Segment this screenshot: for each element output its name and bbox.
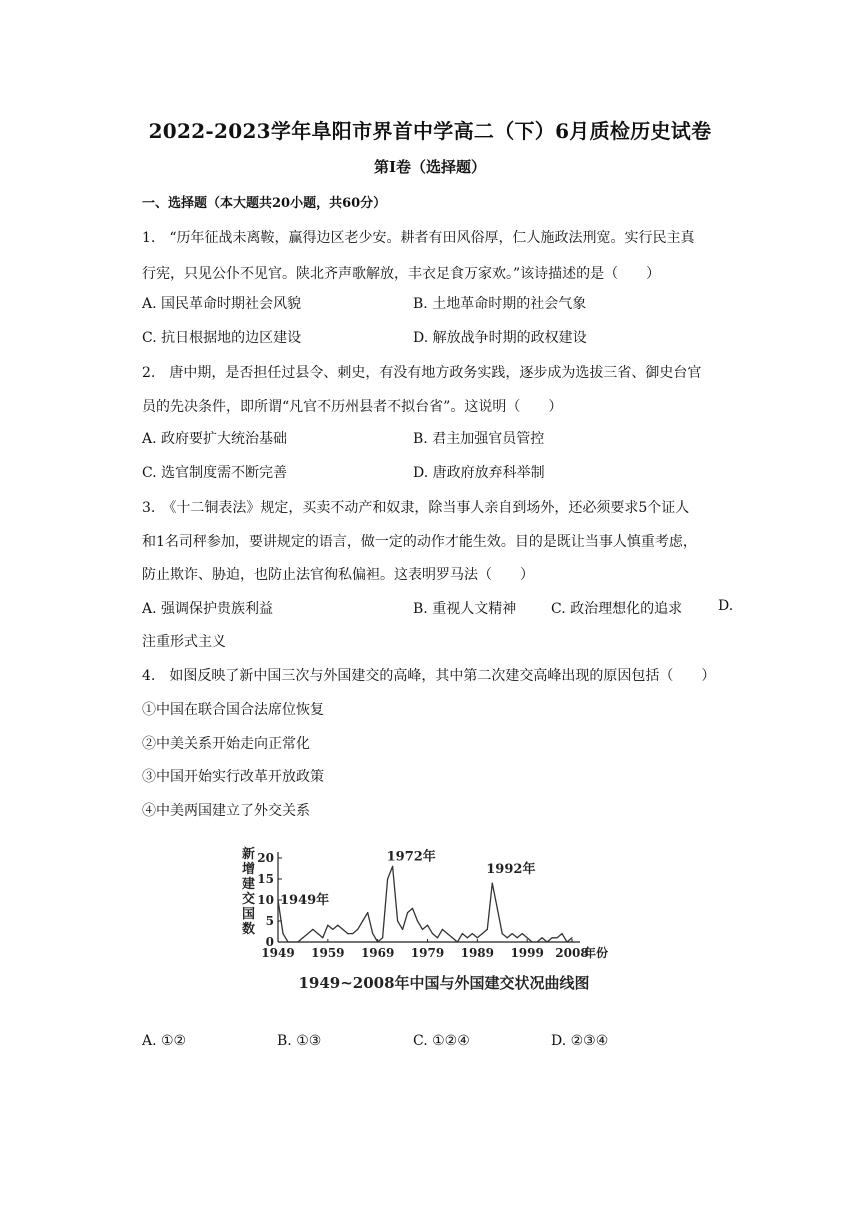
- question-4-item-1: ①中国在联合国合法席位恢复: [142, 702, 324, 718]
- question-4-item-4: ④中美两国建立了外交关系: [142, 803, 310, 819]
- x-tick-label: 2008: [555, 946, 589, 960]
- data-point: [477, 937, 478, 938]
- question-2-option-c[interactable]: C. 选官制度需不断完善: [142, 465, 288, 481]
- question-3-option-a[interactable]: A. 强调保护贵族利益: [142, 601, 274, 617]
- data-point: [412, 908, 413, 909]
- question-4-option-c[interactable]: C. ①②④: [413, 1033, 470, 1049]
- question-1-option-d[interactable]: D. 解放战争时期的政权建设: [413, 330, 587, 346]
- data-point: [532, 941, 533, 942]
- question-3-option-b[interactable]: B. 重视人文精神: [413, 601, 517, 617]
- data-point: [492, 883, 493, 884]
- data-point: [362, 920, 363, 921]
- data-point: [382, 937, 383, 938]
- question-2-option-a[interactable]: A. 政府要扩大统治基础: [142, 431, 288, 447]
- data-point: [407, 912, 408, 913]
- data-point: [367, 912, 368, 913]
- y-tick-label: 10: [257, 893, 274, 907]
- data-point: [517, 937, 518, 938]
- data-point: [537, 941, 538, 942]
- y-tick-label: 15: [257, 872, 274, 886]
- data-point: [452, 937, 453, 938]
- question-1-line-2: 行宪，只见公仆不见官。陕北齐声歌解放，丰衣足食万家欢。”该诗描述的是（ ）: [142, 266, 661, 282]
- x-axis-label: 年份: [584, 946, 609, 960]
- question-4-option-a[interactable]: A. ①②: [142, 1033, 187, 1049]
- data-point: [502, 933, 503, 934]
- data-point: [442, 929, 443, 930]
- data-point: [512, 933, 513, 934]
- question-3-line-3: 防止欺诈、胁迫，也防止法官徇私偏袒。这表明罗马法（ ）: [142, 567, 534, 583]
- y-tick-label: 0: [265, 935, 274, 949]
- question-4-item-2: ②中美关系开始走向正常化: [142, 736, 310, 752]
- data-point: [497, 908, 498, 909]
- y-axis-label-char: 交: [242, 892, 256, 907]
- data-point: [372, 933, 373, 934]
- x-tick-label: 1949: [261, 946, 295, 960]
- diplomacy-line-chart: [234, 840, 654, 1000]
- data-point: [566, 941, 567, 942]
- data-point: [462, 933, 463, 934]
- x-tick-label: 1989: [460, 946, 495, 960]
- data-point: [302, 937, 303, 938]
- question-4-item-3: ③中国开始实行改革开放政策: [142, 769, 324, 785]
- data-point: [392, 866, 393, 867]
- data-point: [327, 925, 328, 926]
- question-1-option-b[interactable]: B. 土地革命时期的社会气象: [413, 296, 587, 312]
- data-point: [472, 933, 473, 934]
- data-point: [352, 933, 353, 934]
- data-point: [342, 929, 343, 930]
- data-point: [432, 933, 433, 934]
- data-point: [507, 937, 508, 938]
- y-tick-label: 20: [257, 851, 274, 865]
- chart-title: 1949~2008年中国与外国建交状况曲线图: [298, 974, 590, 992]
- x-tick-label: 1979: [410, 946, 445, 960]
- question-4-option-d[interactable]: D. ②③④: [551, 1033, 609, 1049]
- data-point: [402, 929, 403, 930]
- question-3-line-1: 3. 《十二铜表法》规定，买卖不动产和奴隶，除当事人亲自到场外，还必须要求5个证人: [142, 500, 690, 516]
- x-tick-label: 1959: [311, 946, 345, 960]
- y-tick-label: 5: [265, 914, 274, 928]
- question-4-option-b[interactable]: B. ①③: [277, 1033, 322, 1049]
- data-point: [457, 941, 458, 942]
- data-point: [297, 941, 298, 942]
- question-1-option-c[interactable]: C. 抗日根据地的边区建设: [142, 330, 302, 346]
- question-3-line-2: 和1名司秤参加，要讲规定的语言，做一定的动作才能生效。目的是既让当事人慎重考虑，: [142, 534, 697, 550]
- data-point: [522, 933, 523, 934]
- peak-annotation: 1949年: [280, 893, 330, 908]
- data-point: [377, 941, 378, 942]
- data-point: [337, 925, 338, 926]
- data-point: [417, 920, 418, 921]
- data-point: [561, 933, 562, 934]
- x-tick-label: 1969: [360, 946, 395, 960]
- question-1-option-a[interactable]: A. 国民革命时期社会风貌: [142, 296, 302, 312]
- data-point: [422, 929, 423, 930]
- y-axis-label-char: 新: [242, 847, 256, 862]
- y-axis-label-char: 国: [242, 907, 256, 922]
- data-point: [312, 929, 313, 930]
- data-point: [556, 937, 557, 938]
- data-point: [317, 933, 318, 934]
- data-point: [332, 929, 333, 930]
- data-point: [292, 941, 293, 942]
- peak-annotation: 1972年: [386, 849, 436, 865]
- data-point: [437, 937, 438, 938]
- data-point: [427, 925, 428, 926]
- peak-annotation: 1992年: [486, 862, 536, 877]
- data-point: [347, 933, 348, 934]
- data-point: [527, 937, 528, 938]
- part-heading: 第I卷（选择题）: [373, 158, 487, 176]
- y-axis-label-char: 增: [242, 862, 256, 877]
- data-point: [542, 937, 543, 938]
- data-point: [546, 941, 547, 942]
- data-point: [551, 937, 552, 938]
- question-3-option-c[interactable]: C. 政治理想化的追求: [551, 601, 683, 617]
- data-point: [467, 937, 468, 938]
- question-2-line-2: 员的先决条件，即所谓“凡官不历州县者不拟台省”。这说明（ ）: [142, 399, 563, 415]
- data-point: [571, 937, 572, 938]
- section-heading: 一、选择题（本大题共20小题，共60分）: [142, 196, 387, 211]
- exam-title: 2022-2023学年阜阳市界首中学高二（下）6月质检历史试卷: [148, 119, 712, 143]
- data-point: [482, 933, 483, 934]
- data-point: [282, 933, 283, 934]
- question-2-option-b[interactable]: B. 君主加强官员管控: [413, 431, 545, 447]
- data-point: [277, 899, 278, 900]
- data-point: [287, 941, 288, 942]
- data-point: [487, 929, 488, 930]
- data-point: [447, 933, 448, 934]
- question-4-line-1: 4. 如图反映了新中国三次与外国建交的高峰，其中第二次建交高峰出现的原因包括（ ）: [142, 668, 716, 684]
- question-1-line-1: 1. “历年征战未离鞍，赢得边区老少安。耕者有田风俗厚，仁人施政法刑宽。实行民主真: [142, 230, 695, 246]
- data-point: [387, 878, 388, 879]
- data-point: [357, 929, 358, 930]
- y-axis-label-char: 建: [242, 877, 256, 892]
- x-tick-label: 1999: [510, 946, 544, 960]
- y-axis-label-char: 数: [242, 922, 256, 937]
- question-3-option-d-label[interactable]: D.: [718, 598, 734, 614]
- data-point: [322, 937, 323, 938]
- question-2-option-d[interactable]: D. 唐政府放弃科举制: [413, 465, 545, 481]
- question-2-line-1: 2. 唐中期，是否担任过县令、刺史，有没有地方政务实践，逐步成为选拔三省、御史台官: [142, 365, 702, 381]
- data-point: [307, 933, 308, 934]
- question-3-option-d-text[interactable]: 注重形式主义: [142, 634, 226, 650]
- data-point: [397, 920, 398, 921]
